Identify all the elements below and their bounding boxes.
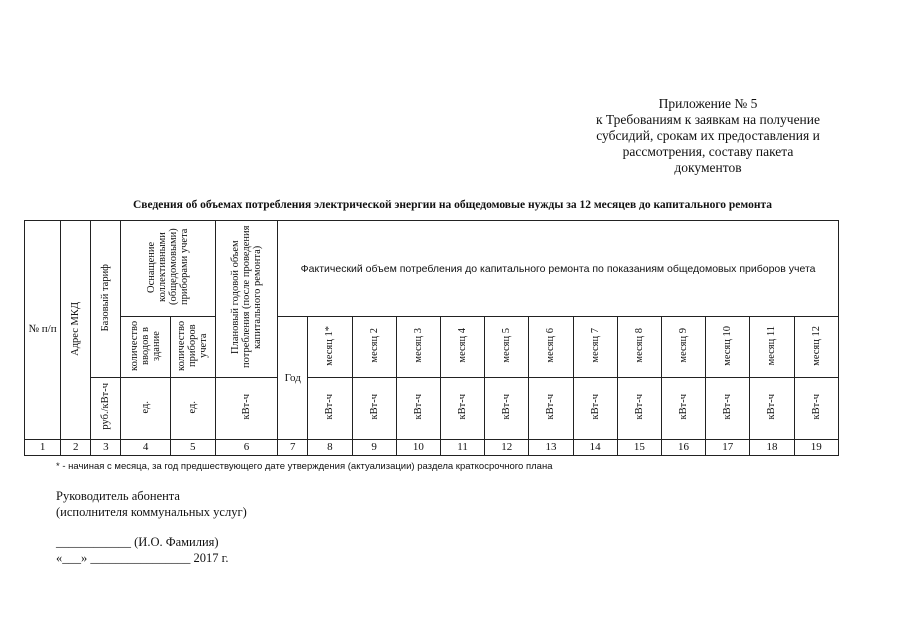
column-number: 6: [215, 439, 277, 455]
appendix-line-5: документов: [674, 160, 742, 175]
column-number: 18: [750, 439, 794, 455]
unit-cell: кВт-ч: [661, 377, 705, 439]
column-number: 11: [440, 439, 484, 455]
column-number: 3: [91, 439, 121, 455]
header-month-9: месяц 9: [661, 317, 705, 377]
column-number: 15: [617, 439, 661, 455]
header-month-6: месяц 6: [529, 317, 573, 377]
column-number: 13: [529, 439, 573, 455]
unit-cell: кВт-ч: [794, 377, 838, 439]
unit-cell: кВт-ч: [750, 377, 794, 439]
signature-title: Руководитель абонента: [56, 489, 180, 503]
header-month-3: месяц 3: [396, 317, 440, 377]
unit-cell: кВт-ч: [617, 377, 661, 439]
column-number: 2: [61, 439, 91, 455]
column-number: 12: [485, 439, 529, 455]
consumption-table: [24, 220, 839, 456]
appendix-line-3: субсидий, срокам их предоставления и: [596, 128, 820, 143]
signature-date-line: «___» ________________ 2017 г.: [56, 551, 229, 565]
appendix-line-2: к Требованиям к заявкам на получение: [596, 112, 820, 127]
header-month-8: месяц 8: [617, 317, 661, 377]
unit-cell: кВт-ч: [440, 377, 484, 439]
unit-cell: руб./кВт-ч: [91, 377, 121, 439]
header-base-tariff: Базовый тариф: [91, 221, 121, 378]
unit-cell: ед.: [170, 377, 215, 439]
header-month-1: месяц 1*: [308, 317, 352, 377]
header-month-2: месяц 2: [352, 317, 396, 377]
header-month-11: месяц 11: [750, 317, 794, 377]
column-number: 19: [794, 439, 838, 455]
unit-cell: кВт-ч: [396, 377, 440, 439]
header-year: Год: [278, 317, 308, 440]
unit-cell: кВт-ч: [706, 377, 750, 439]
header-row-number: № п/п: [25, 221, 61, 440]
header-month-12: месяц 12: [794, 317, 838, 377]
header-meters-count: количество приборов учета: [170, 317, 215, 377]
unit-cell: кВт-ч: [529, 377, 573, 439]
header-month-10: месяц 10: [706, 317, 750, 377]
header-actual-volume: Фактический объем потребления до капитального ремонта по показаниям общедомовых приборов учета: [278, 221, 839, 317]
report-title: Сведения об объемах потребления электрической энергии на общедомовые нужды за 12 месяцев до капитального ремонта: [132, 199, 772, 211]
header-address: Адрес МКД: [61, 221, 91, 440]
column-number: 10: [396, 439, 440, 455]
unit-cell: кВт-ч: [352, 377, 396, 439]
unit-cell: ед.: [121, 377, 170, 439]
column-number: 14: [573, 439, 617, 455]
column-number: 4: [121, 439, 170, 455]
header-month-4: месяц 4: [440, 317, 484, 377]
header-month-5: месяц 5: [485, 317, 529, 377]
appendix-line-4: рассмотрения, составу пакета: [622, 144, 794, 159]
unit-cell: кВт-ч: [308, 377, 352, 439]
column-number: 8: [308, 439, 352, 455]
column-number: 9: [352, 439, 396, 455]
signature-subtitle: (исполнителя коммунальных услуг): [56, 505, 247, 519]
header-metering-equipment: Оснащение коллективными (общедомовыми) приборами учета: [121, 221, 215, 317]
unit-cell: кВт-ч: [573, 377, 617, 439]
footnote: * - начиная с месяца, за год предшествующего дате утверждения (актуализации) раздела краткосрочного плана: [56, 461, 553, 472]
header-planned-volume: Плановый годовой объем потребления (после проведения капитального ремонта): [215, 221, 277, 378]
appendix-heading: [560, 96, 856, 176]
signature-name-line: ____________ (И.О. Фамилия): [56, 535, 219, 549]
column-number: 7: [278, 439, 308, 455]
unit-cell: кВт-ч: [485, 377, 529, 439]
unit-cell: кВт-ч: [215, 377, 277, 439]
appendix-line-1: Приложение № 5: [658, 96, 758, 111]
column-number: 5: [170, 439, 215, 455]
column-number: 17: [706, 439, 750, 455]
column-number: 1: [25, 439, 61, 455]
header-inputs-count: количество вводов в здание: [121, 317, 170, 377]
header-month-7: месяц 7: [573, 317, 617, 377]
column-number: 16: [661, 439, 705, 455]
